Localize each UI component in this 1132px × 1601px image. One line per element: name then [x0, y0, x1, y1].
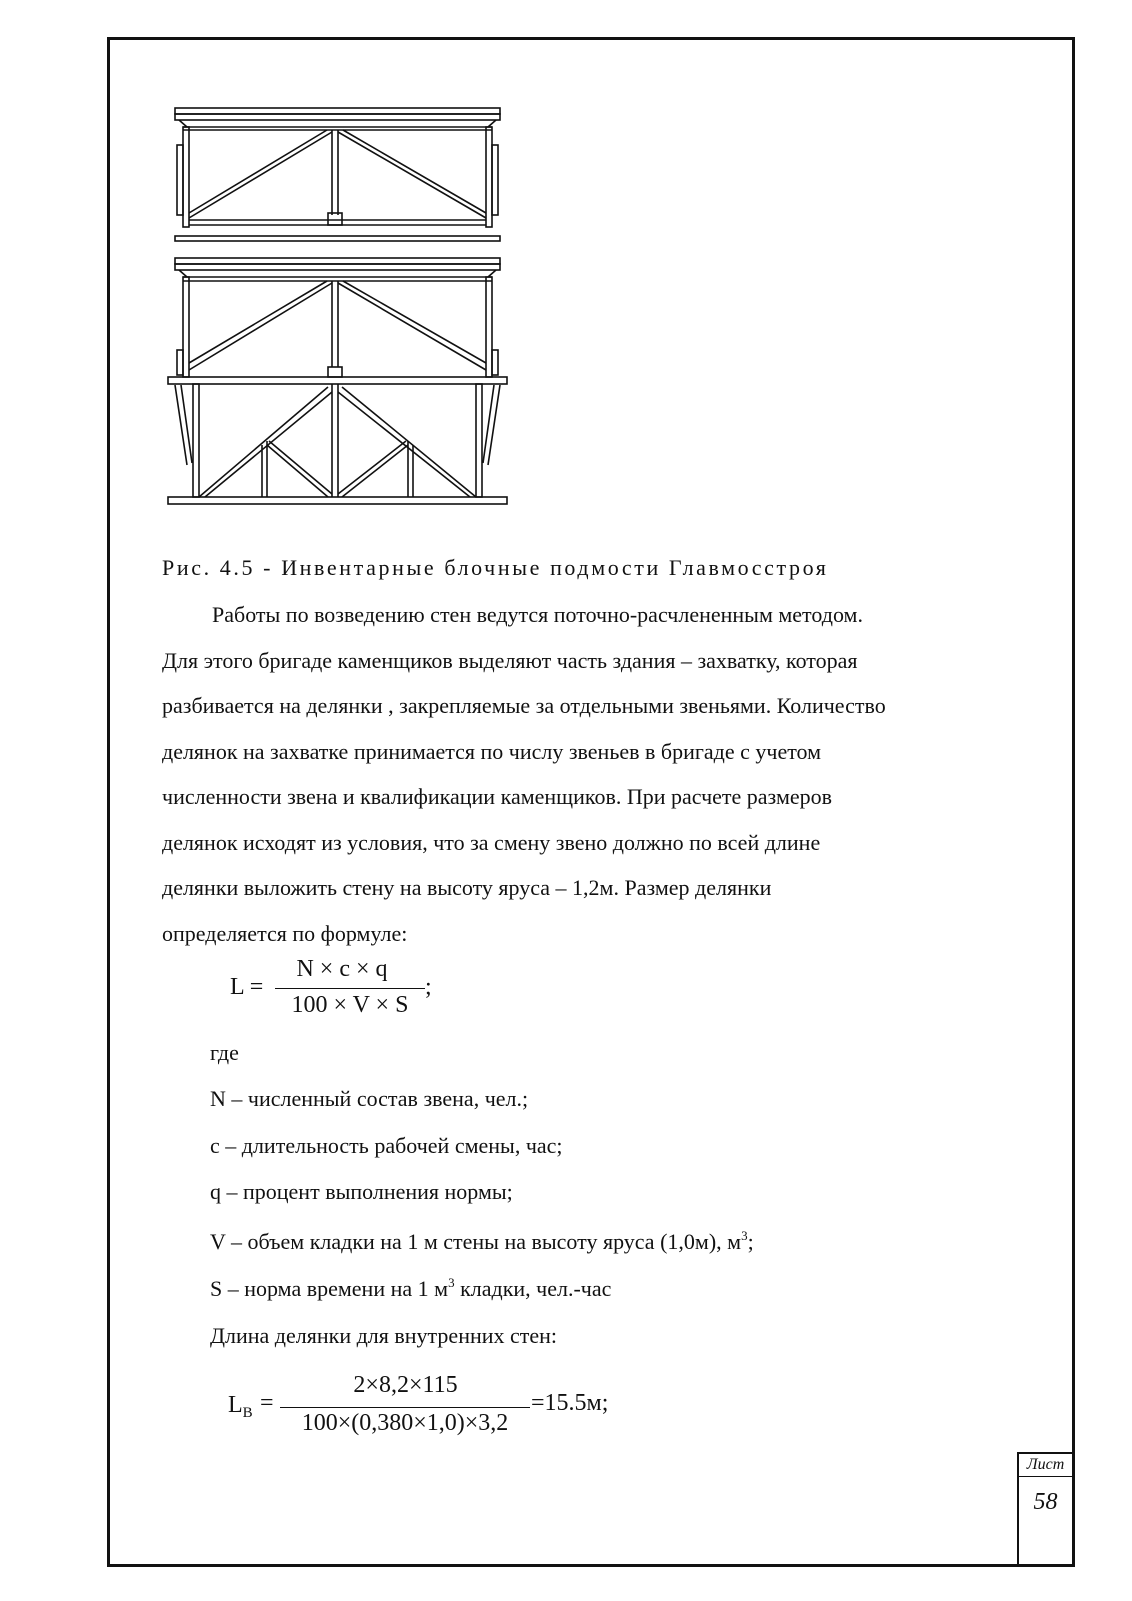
definition-s: [210, 1276, 611, 1302]
paragraph-line: делянки выложить стену на высоту яруса – 1,2м. Размер делянки: [162, 875, 772, 900]
formula2-denominator: 100×(0,380×1,0)×3,2: [301, 1410, 509, 1436]
formula2-lhs-sub: В: [242, 1405, 253, 1421]
definition-s-sup: 3: [448, 1275, 455, 1290]
sheet-number-box: [1017, 1452, 1072, 1564]
definition-n: N – численный состав звена, чел.;: [210, 1086, 529, 1111]
formula-lhs: L =: [230, 974, 264, 1000]
formula2-lhs-main: L: [228, 1392, 243, 1418]
definition-v-end: ;: [747, 1229, 754, 1254]
fraction-bar: [280, 1407, 530, 1408]
paragraph-line: делянок на захватке принимается по числу звеньев в бригаде с учетом: [162, 738, 822, 764]
sheet-number: 58: [1033, 1489, 1058, 1515]
formula-denominator: 100 × V × S: [291, 992, 409, 1018]
fraction-bar: [275, 988, 425, 989]
definition-v-text: V – объем кладки на 1 м стены на высоту яруса (1,0м), м: [210, 1229, 742, 1254]
formula-suffix: ;: [425, 974, 432, 1000]
definition-q: q – процент выполнения нормы;: [210, 1179, 513, 1204]
paragraph-line: делянок исходят из условия, что за смену звено должно по всей длине: [162, 829, 821, 855]
formula2-eq: =: [260, 1390, 274, 1416]
figure-caption: Рис. 4.5 - Инвентарные блочные подмости Главмосстроя: [162, 555, 829, 580]
formula-inner-length: [228, 1370, 648, 1450]
paragraph-line: определяется по формуле:: [162, 920, 408, 946]
formula-length: [230, 956, 432, 1030]
paragraph-line: Работы по возведению стен ведутся поточно-расчлененным методом.: [212, 602, 863, 627]
definition-s-text-a: S – норма времени на 1 м: [210, 1276, 449, 1301]
paragraph-line: Для этого бригаде каменщиков выделяют часть здания – захватку, которая: [162, 647, 858, 673]
length-label: Длина делянки для внутренних стен:: [210, 1323, 558, 1348]
formula2-result: =15.5м;: [531, 1390, 609, 1416]
definition-s-text-b: кладки, чел.-час: [454, 1276, 612, 1301]
sheet-label: Лист: [1019, 1454, 1072, 1477]
definition-v-sup: 3: [741, 1228, 748, 1243]
formula2-numerator: 2×8,2×115: [353, 1372, 458, 1398]
where-label: где: [210, 1040, 239, 1065]
formula2-lhs: [228, 1392, 253, 1422]
definition-c: c – длительность рабочей смены, час;: [210, 1133, 563, 1158]
paragraph-line: разбивается на делянки , закрепляемые за отдельными звеньями. Количество: [162, 693, 886, 718]
definition-v: [210, 1229, 754, 1255]
paragraph-line: численности звена и квалификации каменщиков. При расчете размеров: [162, 784, 833, 809]
scaffolding-figure: [165, 105, 525, 525]
body-paragraph: [162, 592, 1062, 956]
formula-numerator: N × c × q: [296, 956, 388, 982]
